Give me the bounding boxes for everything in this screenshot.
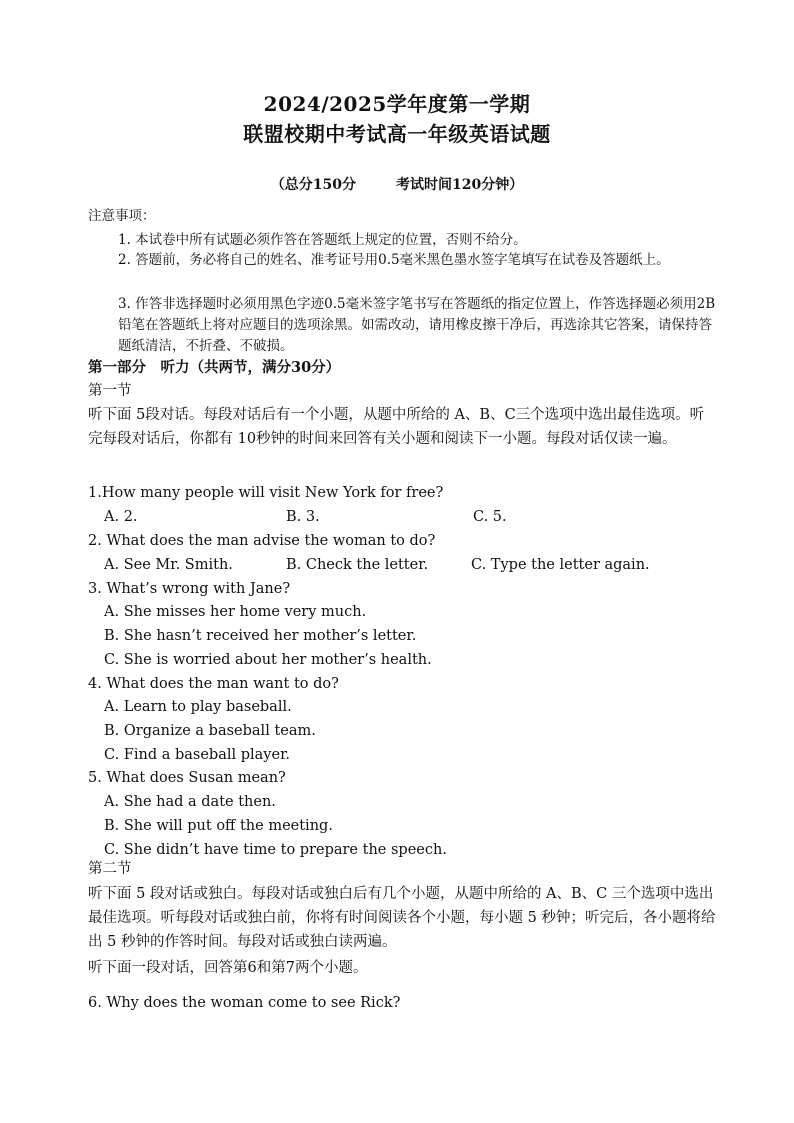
question-1-option-a: A. 2. (104, 509, 138, 525)
question-2-option-b: B. Check the letter. (286, 557, 429, 573)
question-1-option-b: B. 3. (286, 509, 320, 525)
section2-heading: 第二节 (88, 861, 132, 877)
section2-intro: 听下面 5 段对话或独白。每段对话或独白后有几个小题，从题中所给的 A、B、C 三个选项中选出最佳选项。听每段对话或独白前，你将有时间阅读各个小题，每小题 5 秒钟；听完后，各小题将给出 5 秒钟的作答时间。每段对话或独白读两遍。 (88, 886, 716, 950)
notes-heading: 注意事项： (88, 208, 156, 224)
question-2-stem: 2. What does the man advise the woman to do? (88, 533, 436, 549)
question-5-option-c: C. She didn’t have time to prepare the speech. (104, 842, 447, 858)
question-4-stem: 4. What does the man want to do? (88, 676, 339, 692)
question-3-option-a: A. She misses her home very much. (104, 604, 367, 620)
question-3-option-b: B. She hasn’t received her mother’s letter. (104, 628, 417, 644)
exam-title-line2: 联盟校期中考试高一年级英语试题 (243, 122, 551, 146)
question-4-option-a: A. Learn to play baseball. (104, 699, 292, 715)
question-3-stem: 3. What’s wrong with Jane? (88, 581, 291, 597)
exam-time: 考试时间120分钟） (396, 177, 524, 193)
section1-intro: 听下面 5段对话。每段对话后有一个小题，从题中所给的 A、B、C三个选项中选出最佳选项。听完每段对话后，你都有 10秒钟的时间来回答有关小题和阅读下一小题。每段对话仅读一遍。 (88, 407, 705, 447)
question-5-option-b: B. She will put off the meeting. (104, 818, 333, 834)
question-1-stem: 1.How many people will visit New York for free? (88, 485, 444, 501)
question-6-stem: 6. Why does the woman come to see Rick? (88, 995, 401, 1011)
total-score: （总分150分 (270, 177, 356, 193)
section1-heading: 第一节 (88, 383, 132, 399)
question-3-option-c: C. She is worried about her mother’s health. (104, 652, 432, 668)
question-5-stem: 5. What does Susan mean? (88, 770, 286, 786)
question-2-option-c: C. Type the letter again. (471, 557, 650, 573)
question-5-option-a: A. She had a date then. (104, 794, 276, 810)
section2-instruction: 听下面一段对话，回答第6和第7两个小题。 (88, 960, 368, 976)
question-4-option-b: B. Organize a baseball team. (104, 723, 316, 739)
part1-heading: 第一部分 听力（共两节，满分30分） (88, 359, 341, 376)
exam-subtitle (0, 174, 794, 194)
exam-title-line1: 2024/2025学年度第一学期 (263, 92, 531, 116)
note-item-2: 2. 答题前，务必将自己的姓名、准考证号用0.5毫米黑色墨水签字笔填写在试卷及答题纸上。 (118, 252, 670, 268)
question-2-option-a: A. See Mr. Smith. (104, 557, 233, 573)
note-item-1: 1. 本试卷中所有试题必须作答在答题纸上规定的位置，否则不给分。 (118, 232, 527, 248)
question-1-option-c: C. 5. (473, 509, 507, 525)
question-4-option-c: C. Find a baseball player. (104, 747, 291, 763)
note-item-3: 3. 作答非选择题时必须用黑色字迹0.5毫米签字笔书写在答题纸的指定位置上，作答选择题必须用2B铅笔在答题纸上将对应题目的选项涂黑。如需改动，请用橡皮擦干净后，再选涂其它答案，请保持答题纸清洁，不折叠、不破损。 (118, 296, 716, 354)
